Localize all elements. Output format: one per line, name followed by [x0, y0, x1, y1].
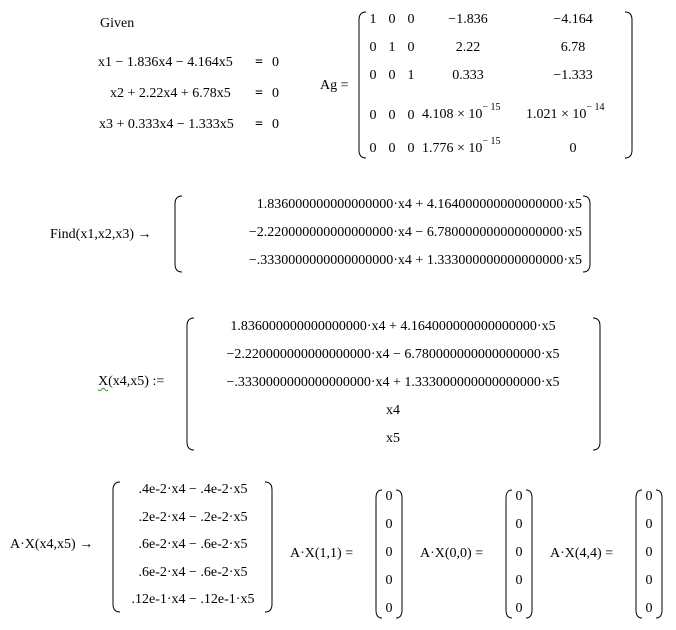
equation-3-equals: = — [255, 117, 263, 132]
equation-2-equals: = — [255, 86, 263, 101]
equation-1-lhs: x1 − 1.836x4 − 4.164x5 — [98, 55, 233, 70]
ag-cell: −1.836 — [448, 12, 488, 27]
x-row: 1.836000000000000000·x4 + 4.164000000000000000·x5 — [230, 319, 556, 334]
eval-3-value: 0 — [645, 601, 653, 616]
ax-row: .4e-2·x4 − .4e-2·x5 — [138, 482, 248, 497]
ag-cell-sci — [422, 102, 501, 123]
eval-1-matrix — [375, 488, 403, 620]
eval-3-value: 0 — [645, 545, 653, 560]
eval-3-value: 0 — [645, 489, 653, 504]
eval-1-value: 0 — [385, 489, 393, 504]
x-definition-matrix — [186, 316, 602, 452]
ag-cell-mantissa: 4.108 × 10 — [422, 107, 483, 122]
find-row: −.3330000000000000000·x4 + 1.333000000000000000·x5 — [248, 253, 582, 268]
equation-2-rhs: 0 — [272, 86, 279, 101]
eval-2-value: 0 — [515, 601, 523, 616]
ag-cell: 0 — [369, 108, 377, 123]
ag-cell: 0 — [569, 141, 577, 156]
ag-cell-sci — [422, 136, 501, 157]
eval-3-label: A·X(4,4) = — [550, 546, 614, 561]
x-row: x5 — [386, 431, 400, 446]
equation-3-rhs: 0 — [272, 117, 279, 132]
eval-3-value: 0 — [645, 517, 653, 532]
ag-cell: 2.22 — [455, 40, 481, 55]
ag-cell: 0 — [407, 108, 415, 123]
ax-row: .6e-2·x4 − .6e-2·x5 — [138, 565, 248, 580]
ax-row: .2e-2·x4 − .2e-2·x5 — [138, 510, 248, 525]
eval-2-value: 0 — [515, 545, 523, 560]
ag-cell: 1 — [407, 68, 415, 83]
equation-1-rhs: 0 — [272, 55, 279, 70]
eval-3-matrix — [635, 488, 663, 620]
eval-1-value: 0 — [385, 601, 393, 616]
ag-cell: 0 — [388, 108, 396, 123]
find-row: 1.836000000000000000·x4 + 4.164000000000000000·x5 — [256, 197, 582, 212]
ax-row: .6e-2·x4 − .6e-2·x5 — [138, 537, 248, 552]
ag-cell: 0 — [388, 141, 396, 156]
eval-1-value: 0 — [385, 545, 393, 560]
ag-matrix — [358, 10, 634, 160]
eval-1-value: 0 — [385, 517, 393, 532]
find-row: −2.220000000000000000·x4 − 6.780000000000000000·x5 — [248, 225, 582, 240]
ag-cell: 1 — [388, 40, 396, 55]
eval-2-matrix — [505, 488, 533, 620]
ag-cell: 0 — [388, 12, 396, 27]
ag-cell-exponent: − 14 — [586, 102, 605, 113]
ag-cell-exponent: − 15 — [482, 102, 501, 113]
eval-1-label: A·X(1,1) = — [290, 546, 354, 561]
given-keyword: Given — [100, 16, 135, 31]
find-result-matrix — [174, 194, 592, 274]
ag-cell: 0 — [407, 141, 415, 156]
find-label: Find(x1,x2,x3) → — [50, 227, 152, 242]
ag-cell: −1.333 — [553, 68, 593, 83]
ag-cell: 0 — [369, 40, 377, 55]
eval-2-label: A·X(0,0) = — [420, 546, 484, 561]
ag-cell-sci — [526, 102, 605, 123]
x-definition-label — [98, 374, 164, 390]
equation-3-lhs: x3 + 0.333x4 − 1.333x5 — [99, 117, 234, 132]
eval-3-value: 0 — [645, 573, 653, 588]
x-row: −2.220000000000000000·x4 − 6.780000000000000000·x5 — [226, 347, 560, 362]
ax-row: .12e-1·x4 − .12e-1·x5 — [131, 592, 255, 607]
ag-cell: 1 — [369, 12, 377, 27]
ag-cell: 0 — [407, 40, 415, 55]
ag-label: Ag = — [320, 78, 349, 93]
ax-result-matrix — [112, 480, 274, 614]
x-function-args: (x4,x5) := — [108, 374, 165, 389]
ag-cell-exponent: − 15 — [482, 136, 501, 147]
ag-cell-mantissa: 1.776 × 10 — [422, 141, 483, 156]
equation-1-equals: = — [255, 55, 263, 70]
eval-2-value: 0 — [515, 517, 523, 532]
eval-1-value: 0 — [385, 573, 393, 588]
ag-cell: −4.164 — [553, 12, 593, 27]
x-row: −.3330000000000000000·x4 + 1.333000000000000000·x5 — [226, 375, 560, 390]
ag-cell: 0 — [388, 68, 396, 83]
eval-2-value: 0 — [515, 489, 523, 504]
ag-cell: 0 — [407, 12, 415, 27]
ag-cell: 0 — [369, 141, 377, 156]
x-row: x4 — [386, 403, 400, 418]
x-function-name: X — [98, 374, 109, 389]
eval-2-value: 0 — [515, 573, 523, 588]
ag-cell: 0 — [369, 68, 377, 83]
ag-cell-mantissa: 1.021 × 10 — [526, 107, 587, 122]
equation-2-lhs: x2 + 2.22x4 + 6.78x5 — [110, 86, 231, 101]
ag-cell: 0.333 — [452, 68, 484, 83]
ag-cell: 6.78 — [560, 40, 586, 55]
ax-label: A·X(x4,x5) → — [10, 537, 94, 552]
